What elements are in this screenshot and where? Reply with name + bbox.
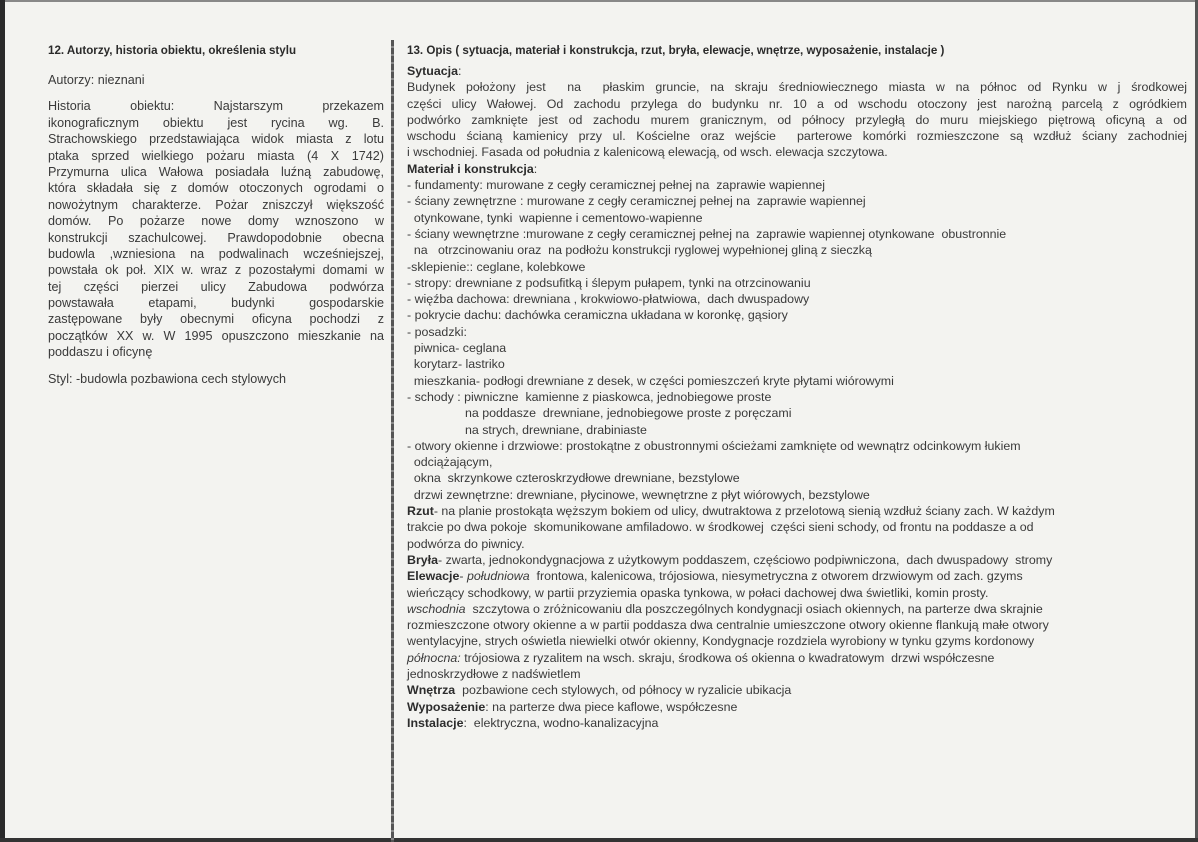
- description-line: [407, 324, 1187, 340]
- section-label: Sytuacja: [407, 64, 458, 78]
- description-line: [407, 470, 1187, 486]
- description-text: i wschodniej. Fasada od południa z kalenicową elewacją, od wsch. elewacja szczytowa.: [407, 145, 888, 160]
- scan-edge-left: [0, 0, 5, 842]
- description-text: południowa: [466, 569, 530, 584]
- description-text: -: [459, 569, 467, 584]
- history-line: ptaka sprzed wielkiego pożaru miasta (4 X 1742): [48, 148, 384, 163]
- description-text: :: [457, 64, 462, 78]
- description-line: [407, 291, 1187, 307]
- description-text: na poddasze drewniane, jednobiegowe proste z poręczami: [465, 406, 792, 421]
- description-text: rozmieszczone otwory okienne a w partii poddasza dwa centralnie umieszczone otwory okienne flankują małe otwory: [407, 618, 1049, 633]
- description-text: wieńczący schodkowy, w partii przyziemia opaska tynkowa, w połaci dachowej dwa świetliki, komin prosty.: [407, 585, 989, 600]
- description-text: - otwory okienne i drzwiowe: prostokątne z obustronnymi ościeżami zamknięte od wewnątrz odcinkowym łukiem: [407, 438, 1021, 453]
- description-line: [407, 210, 1187, 226]
- history-line: zastępowane były obecnymi oficyna pochodzi z: [48, 312, 384, 327]
- description-text: - ściany zewnętrzne : murowane z cegły ceramicznej pełnej na zaprawie wapiennej: [407, 194, 866, 209]
- description-line: [407, 487, 1187, 503]
- description-line: [407, 503, 1187, 519]
- description-line: [407, 307, 1187, 323]
- description-line: [407, 519, 1187, 535]
- description-line: [407, 373, 1187, 389]
- description-line: [407, 259, 1187, 275]
- description-text: podwórza do piwnicy.: [407, 536, 525, 551]
- description-text: -sklepienie:: ceglane, kolebkowe: [407, 259, 586, 274]
- description-line: [407, 405, 1187, 421]
- description-line: [407, 193, 1187, 209]
- description-text: piwnica- ceglana: [407, 341, 507, 356]
- history-line: konstrukcji szachulcowej. Prawdopodobnie obecna: [48, 230, 384, 245]
- description-line: [407, 454, 1187, 470]
- description-line: [407, 161, 1187, 177]
- description-line: [407, 633, 1187, 649]
- section-13-description: [407, 44, 1187, 731]
- history-line: tej części pierzei ulicy Zabudowa podwórza: [48, 279, 384, 294]
- description-text: : na parterze dwa piece kaflowe, współczesne: [485, 699, 738, 714]
- description-line: [407, 552, 1187, 568]
- description-line: [407, 536, 1187, 552]
- description-text: okna skrzynkowe czteroskrzydłowe drewniane, bezstylowe: [407, 471, 740, 486]
- description-text: : elektryczna, wodno-kanalizacyjna: [463, 715, 659, 730]
- description-line: [407, 275, 1187, 291]
- description-text: północna:: [407, 650, 461, 665]
- scan-edge-top: [0, 0, 1198, 2]
- column-divider: [391, 40, 394, 842]
- description-text: podwórko zamknięte jest od zachodu murem granicznym, od północy przyległą do muru miejskiego piętrową oficyną a od: [407, 112, 1187, 127]
- description-text: frontowa, kalenicowa, trójosiowa, niesymetryczna z otworem drzwiowym od zach. gzyms: [529, 569, 1023, 584]
- history-line: która składała się z domów otoczonych ogrodami o: [48, 181, 384, 196]
- description-line: [407, 226, 1187, 242]
- description-line: [407, 617, 1187, 633]
- description-text: :: [533, 161, 538, 176]
- history-line: ikonograficznym obiektu jest rycina wg. B.: [48, 115, 384, 130]
- history-line: Historia obiektu: Najstarszym przekazem: [48, 99, 384, 114]
- description-text: - zwarta, jednokondygnacjowa z użytkowym poddaszem, częściowo podpiwniczona, dach dwuspadowy stromy: [438, 552, 1053, 567]
- description-text: trójosiowa z ryzalitem na wsch. skraju, środkowa oś okienna o kwadratowym drzwi współczesne: [460, 650, 995, 665]
- description-text: na strych, drewniane, drabiniaste: [465, 422, 647, 437]
- description-text: wentylacyjne, strych oświetla niewielki otwór okienny, Kondygnacje rozdziela wyrobiony w tynku gzyms kordonowy: [407, 634, 1035, 649]
- description-text: - schody : piwniczne kamienne z piaskowca, jednobiegowe proste: [407, 389, 772, 404]
- description-line: [407, 144, 1187, 160]
- description-line: [407, 96, 1187, 112]
- description-text: korytarz- lastriko: [407, 357, 505, 372]
- section-12-history: [48, 44, 384, 387]
- history-line: powstała ok poł. XIX w. wraz z pozostałymi domami w: [48, 263, 384, 278]
- description-text: wschodu ścianą kamienicy przy ul. Kościelne oraz wejście parterowe komórki rozmieszczone są wzdłuż ściany zachodniej: [407, 129, 1187, 144]
- history-line: budowla ,wzniesiona na podwalinach wcześniejszej,: [48, 246, 384, 261]
- description-text: szczytowa o zróżnicowaniu dla poszczególnych kondygnacji osiach okiennych, na parterze dwa skrajnie: [465, 601, 1043, 616]
- description-text: drzwi zewnętrzne: drewniane, płycinowe, wewnętrzne z płyt wiórowych, bezstylowe: [407, 487, 870, 502]
- description-line: [407, 650, 1187, 666]
- section-label: Bryła: [407, 552, 438, 567]
- description-line: [407, 682, 1187, 698]
- scan-edge-bottom: [0, 838, 1198, 842]
- description-line: [407, 356, 1187, 372]
- description-body: [407, 63, 1187, 731]
- description-line: [407, 715, 1187, 731]
- description-text: - pokrycie dachu: dachówka ceramiczna układana w koronkę, gąsiory: [407, 308, 788, 323]
- authors-text: Autorzy: nieznani: [48, 73, 145, 87]
- description-text: części ulicy Wałowej. Od zachodu przylega do budynku nr. 10 a od wschodu otoczony jest narożną parcelą z ogródkiem: [407, 96, 1187, 111]
- description-line: [407, 568, 1187, 584]
- section-label: Elewacje: [407, 569, 460, 584]
- description-line: [407, 128, 1187, 144]
- description-line: [407, 79, 1187, 95]
- description-text: - ściany wewnętrzne :murowane z cegły ceramicznej pełnej na zaprawie wapiennej otynkowane obustronnie: [407, 226, 1007, 241]
- section-label: Wnętrza: [407, 683, 456, 698]
- description-text: Budynek położony jest na płaskim gruncie, na skraju średniowiecznego miasta w na północ od Rynku w j środkowej: [407, 80, 1187, 95]
- description-line: [407, 177, 1187, 193]
- description-text: jednoskrzydłowe z nadświetlem: [407, 666, 581, 681]
- history-line: Przymurna ulica Wałowa posiadała luźną zabudowę,: [48, 164, 384, 179]
- description-line: [407, 601, 1187, 617]
- description-line: [407, 63, 1187, 79]
- history-line: powstawała etapami, budynki gospodarskie: [48, 296, 384, 311]
- section-label: Instalacje: [407, 715, 464, 730]
- section-title: 13. Opis ( sytuacja, materiał i konstrukcja, rzut, bryła, elewacje, wnętrze, wyposażenie, instalacje ): [407, 44, 945, 57]
- history-paragraph: [48, 98, 384, 360]
- history-line: nowożytnym charakterze. Pożar zniszczył większość: [48, 197, 384, 212]
- description-line: [407, 438, 1187, 454]
- description-text: pozbawione cech stylowych, od północy w ryzalicie ubikacja: [455, 683, 792, 698]
- description-text: na otrzcinowaniu oraz na podłożu konstrukcji ryglowej wypełnionej gliną z sieczką: [407, 243, 872, 258]
- description-line: [407, 666, 1187, 682]
- description-text: - więźba dachowa: drewniana , krokwiowo-płatwiowa, dach dwuspadowy: [407, 292, 810, 307]
- style-text: Styl: -budowla pozbawiona cech stylowych: [48, 371, 287, 386]
- description-text: - stropy: drewniane z podsufitką i ślepym pułapem, tynki na otrzcinowaniu: [407, 275, 811, 290]
- section-label: Rzut: [407, 504, 434, 519]
- description-line: [407, 699, 1187, 715]
- history-line: poddaszu i oficynę: [48, 345, 153, 360]
- description-text: trakcie po dwa pokoje skomunikowane amfiladowo. w środkowej części sieni schody, od frontu na poddasze a od: [407, 520, 1034, 535]
- section-label: Wyposażenie: [407, 699, 486, 714]
- description-line: [407, 242, 1187, 258]
- description-line: [407, 340, 1187, 356]
- description-text: odciążającym,: [407, 455, 493, 470]
- description-text: - posadzki:: [407, 324, 467, 339]
- section-label: Materiał i konstrukcja: [407, 161, 534, 176]
- description-line: [407, 389, 1187, 405]
- history-line: domów. Po pożarze nowe domy wznoszono w: [48, 214, 384, 229]
- description-line: [407, 585, 1187, 601]
- description-text: wschodnia: [407, 601, 466, 616]
- section-title: 12. Autorzy, historia obiektu, określenia stylu: [48, 44, 297, 57]
- description-text: mieszkania- podłogi drewniane z desek, w części pomieszczeń kryte płytami wiórowymi: [407, 373, 894, 388]
- history-line: Strachowskiego przedstawiająca widok miasta z lotu: [48, 132, 384, 147]
- description-text: - fundamenty: murowane z cegły ceramicznej pełnej na zaprawie wapiennej: [407, 178, 826, 193]
- description-line: [407, 112, 1187, 128]
- description-line: [407, 422, 1187, 438]
- description-text: otynkowane, tynki wapienne i cementowo-wapienne: [407, 210, 703, 225]
- history-line: początków XX w. W 1995 opuszczono mieszkanie na: [48, 328, 384, 343]
- description-text: - na planie prostokąta węższym bokiem od ulicy, dwutraktowa z przelotową sienią wzdłuż ściany zach. W każdym: [433, 504, 1055, 519]
